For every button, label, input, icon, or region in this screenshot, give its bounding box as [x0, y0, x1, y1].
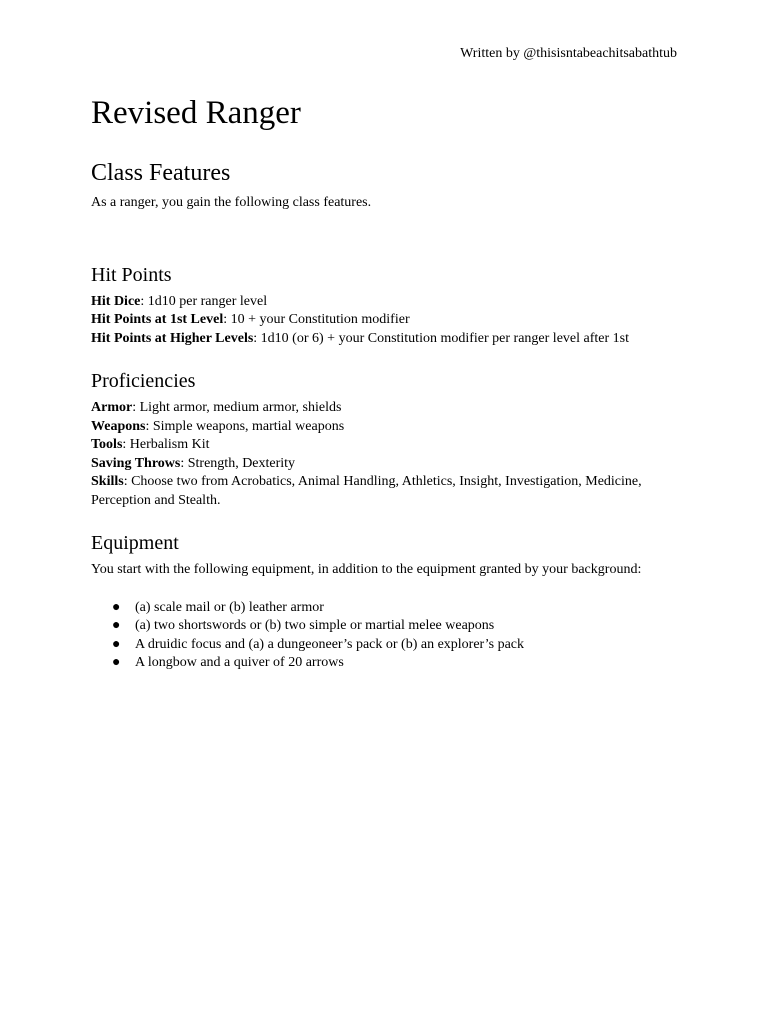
bullet-icon: ●	[112, 618, 121, 633]
hp-higher-levels-label: Hit Points at Higher Levels	[91, 330, 254, 346]
hp-first-level-label: Hit Points at 1st Level	[91, 312, 224, 327]
bullet-icon: ●	[112, 599, 121, 615]
bullet-icon: ●	[112, 655, 121, 670]
hp-higher-levels-value: : 1d10 (or 6) + your Constitution modifier per ranger level after 1st	[253, 330, 629, 346]
weapons-value: : Simple weapons, martial weapons	[145, 418, 345, 434]
weapons-label: Weapons	[91, 418, 146, 434]
list-item-text: (a) scale mail or (b) leather armor	[135, 599, 324, 615]
skills-value: : Choose two from Acrobatics, Animal Handling, Athletics, Insight, Investigation, Medicine, Perception and Stealth.	[91, 474, 642, 508]
bullet-icon: ●	[112, 636, 121, 652]
proficiencies-heading: Proficiencies	[91, 370, 196, 392]
list-item	[91, 617, 681, 636]
tools-row	[91, 436, 681, 455]
proficiencies-list	[91, 399, 681, 510]
weapons-row	[91, 418, 681, 437]
hp-higher-levels-row	[91, 330, 681, 349]
list-item-text: (a) two shortswords or (b) two simple or martial melee weapons	[135, 618, 495, 633]
tools-value: : Herbalism Kit	[122, 437, 210, 452]
armor-value: : Light armor, medium armor, shields	[132, 400, 342, 415]
hit-points-list	[91, 293, 681, 349]
class-features-heading: Class Features	[91, 160, 231, 186]
saving-throws-label: Saving Throws	[91, 455, 181, 471]
list-item-text: A druidic focus and (a) a dungeoneer’s pack or (b) an explorer’s pack	[135, 636, 524, 652]
document-title: Revised Ranger	[91, 95, 301, 131]
list-item	[91, 636, 681, 655]
saving-throws-value: : Strength, Dexterity	[180, 455, 296, 471]
hit-points-heading: Hit Points	[91, 263, 172, 286]
skills-row	[91, 473, 681, 510]
author-byline: Written by @thisisntabeachitsabathtub	[460, 46, 677, 61]
armor-label: Armor	[91, 400, 133, 415]
document-body	[91, 94, 681, 673]
class-features-intro: As a ranger, you gain the following class features.	[91, 195, 372, 210]
equipment-heading: Equipment	[91, 532, 179, 554]
tools-label: Tools	[91, 437, 123, 452]
hit-dice-label: Hit Dice	[91, 293, 141, 309]
armor-row	[91, 399, 681, 418]
saving-throws-row	[91, 455, 681, 474]
skills-label: Skills	[91, 474, 124, 489]
list-item	[91, 599, 681, 618]
hit-dice-row	[91, 293, 681, 312]
list-item	[91, 654, 681, 673]
list-item-text: A longbow and a quiver of 20 arrows	[135, 655, 344, 670]
hp-first-level-row	[91, 311, 681, 330]
hit-dice-value: : 1d10 per ranger level	[140, 293, 268, 309]
hp-first-level-value: : 10 + your Constitution modifier	[223, 312, 410, 327]
equipment-list	[91, 599, 681, 673]
equipment-intro: You start with the following equipment, in addition to the equipment granted by your background:	[91, 562, 642, 577]
